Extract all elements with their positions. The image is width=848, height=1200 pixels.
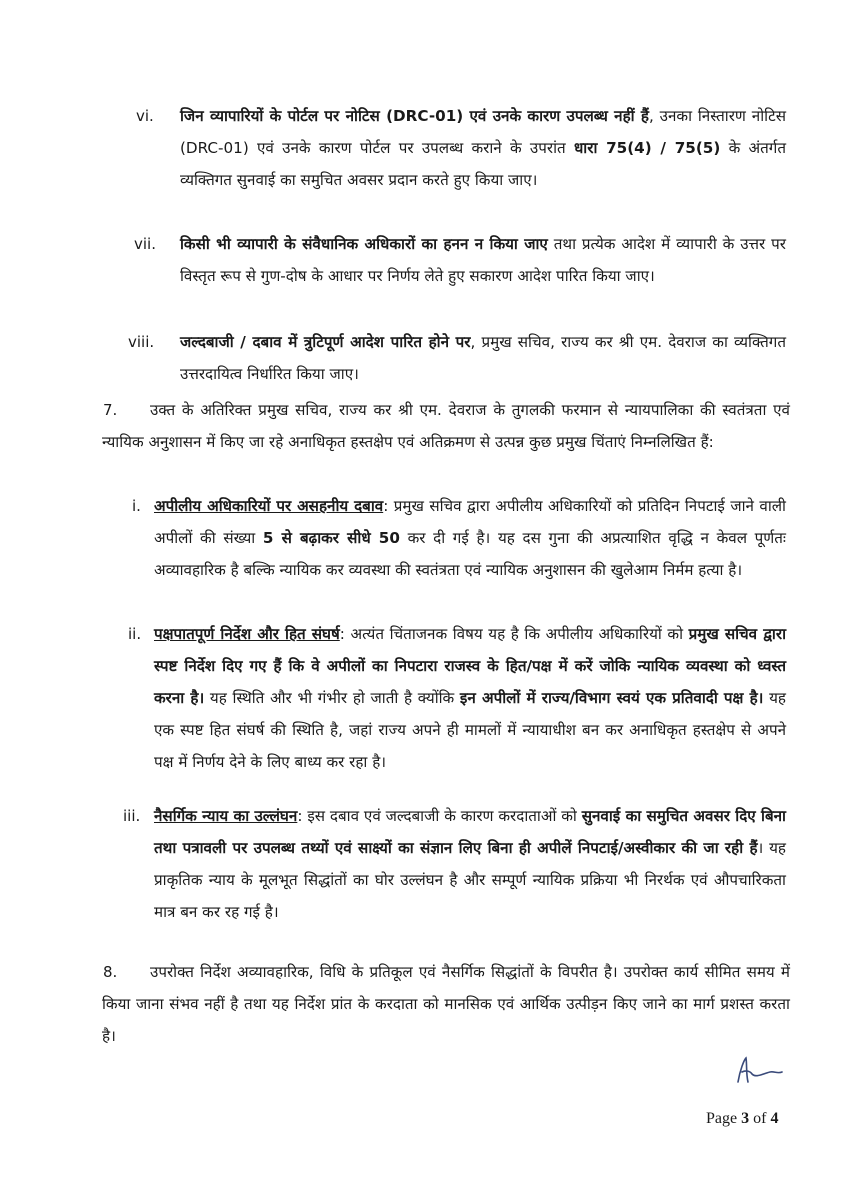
sub-i-bold: 5 से बढ़ाकर सीधे 50	[262, 529, 400, 547]
sub-ii-body-mid: यह स्थिति और भी गंभीर हो जाती है क्योंकि	[204, 689, 460, 707]
sub-iii-text	[154, 800, 786, 928]
sub-ii-body-end: यह एक स्पष्ट हित संघर्ष की स्थिति है, जहां राज्य अपने ही मामलों में न्यायाधीश बन कर अनाधिकृत हस्तक्षेप से अपने पक्ष में निर्णय देने के लिए बाध्य कर रहा है।	[154, 689, 786, 771]
sub-ii-text	[154, 618, 786, 778]
page-total: 4	[770, 1110, 779, 1127]
para-8-text: उपरोक्त निर्देश अव्यावहारिक, विधि के प्रतिकूल एवं नैसर्गिक सिद्धांतों के विपरीत है। उपरोक्त कार्य सीमित समय में किया जाना संभव नहीं है तथा यह निर्देश प्रांत के करदाता को मानसिक एवं आर्थिक उत्पीड़न किए जाने का मार्ग प्रशस्त करता है।	[102, 963, 790, 1045]
sub-iii-body-end: । यह प्राकृतिक न्याय के मूलभूत सिद्धांतों का घोर उल्लंघन है और सम्पूर्ण न्यायिक प्रक्रिया भी निरर्थक एवं औपचारिकता मात्र बन कर रह गई है।	[154, 839, 786, 921]
item-vi-body-end: के अंतर्गत व्यक्तिगत सुनवाई का समुचित अवसर प्रदान करते हुए किया जाए।	[180, 139, 787, 189]
item-vi-number: vi.	[136, 107, 154, 125]
para-7-number: 7.	[103, 401, 118, 419]
item-vi-body: , उनका निस्तारण नोटिस (DRC-01) एवं उनके कारण पोर्टल पर उपलब्ध कराने के उपरांत	[180, 107, 786, 157]
sub-i-heading: अपीलीय अधिकारियों पर असहनीय दबाव	[154, 497, 384, 515]
para-7-text: उक्त के अतिरिक्त प्रमुख सचिव, राज्य कर श्री एम. देवराज के तुगलकी फरमान से न्यायपालिका की स्वतंत्रता एवं न्यायिक अनुशासन में किए जा रहे अनाधिकृत हस्तक्षेप एवं अतिक्रमण से उत्पन्न कुछ प्रमुख चिंताएं निम्नलिखित हैं:	[102, 401, 790, 451]
sub-ii-bold-2: इन अपीलों में राज्य/विभाग स्वयं एक प्रतिवादी पक्ष है।	[459, 689, 764, 707]
page-label: Page	[706, 1110, 738, 1127]
item-viii-bold-lead: जल्दबाजी / दबाव में त्रुटिपूर्ण आदेश पारित होने पर	[180, 333, 471, 351]
item-viii-text	[180, 326, 786, 390]
page-footer	[706, 1110, 778, 1128]
of-label: of	[753, 1110, 767, 1127]
sub-ii-number: ii.	[128, 625, 142, 643]
sub-i-text	[154, 490, 786, 586]
sub-i-body-end: कर दी गई है। यह दस गुना की अप्रत्याशित वृद्धि न केवल पूर्णतः अव्यावहारिक है बल्कि न्यायिक कर व्यवस्था की स्वतंत्रता एवं न्यायिक अनुशासन की खुलेआम निर्मम हत्या है।	[154, 529, 786, 579]
item-viii-body: , प्रमुख सचिव, राज्य कर श्री एम. देवराज का व्यक्तिगत उत्तरदायित्व निर्धारित किया जाए।	[180, 333, 786, 383]
sub-ii-body: : अत्यंत चिंताजनक विषय यह है कि अपीलीय अधिकारियों को	[339, 625, 689, 643]
item-vi-section-ref: धारा 75(4) / 75(5)	[573, 139, 721, 157]
item-vi-bold-lead: जिन व्यापारियों के पोर्टल पर नोटिस (DRC-01) एवं उनके कारण उपलब्ध नहीं हैं	[180, 107, 649, 125]
item-vi-text	[180, 100, 786, 196]
sub-iii-heading: नैसर्गिक न्याय का उल्लंघन	[154, 807, 298, 825]
sub-iii-body: : इस दबाव एवं जल्दबाजी के कारण करदाताओं को	[297, 807, 582, 825]
sub-i-number: i.	[132, 497, 141, 515]
signature-mark	[730, 1052, 790, 1092]
sub-ii-bold-1: प्रमुख सचिव द्वारा स्पष्ट निर्देश दिए गए हैं कि वे अपीलों का निपटारा राजस्व के हित/पक्ष में करें जोकि न्यायिक व्यवस्था को ध्वस्त करना है।	[154, 625, 787, 707]
page-number: 3	[741, 1110, 750, 1127]
sub-iii-bold: सुनवाई का समुचित अवसर दिए बिना तथा पत्रावली पर उपलब्ध तथ्यों एवं साक्ष्यों का संज्ञान लिए बिना ही अपीलें निपटाई/अस्वीकार की जा रही हैं	[154, 807, 786, 857]
para-8-number: 8.	[103, 963, 118, 981]
item-vii-body: तथा प्रत्येक आदेश में व्यापारी के उत्तर पर विस्तृत रूप से गुण-दोष के आधार पर निर्णय लेते हुए सकारण आदेश पारित किया जाए।	[180, 235, 786, 285]
item-vii-bold-lead: किसी भी व्यापारी के संवैधानिक अधिकारों का हनन न किया जाए	[180, 235, 548, 253]
item-viii-number: viii.	[128, 333, 155, 351]
sub-i-body: : प्रमुख सचिव द्वारा अपीलीय अधिकारियों को प्रतिदिन निपटाई जाने वाली अपीलों की संख्या	[154, 497, 786, 547]
item-vii-text	[180, 228, 786, 292]
sub-ii-heading: पक्षपातपूर्ण निर्देश और हित संघर्ष	[154, 625, 340, 643]
sub-iii-number: iii.	[123, 807, 141, 825]
item-vii-number: vii.	[134, 235, 156, 253]
